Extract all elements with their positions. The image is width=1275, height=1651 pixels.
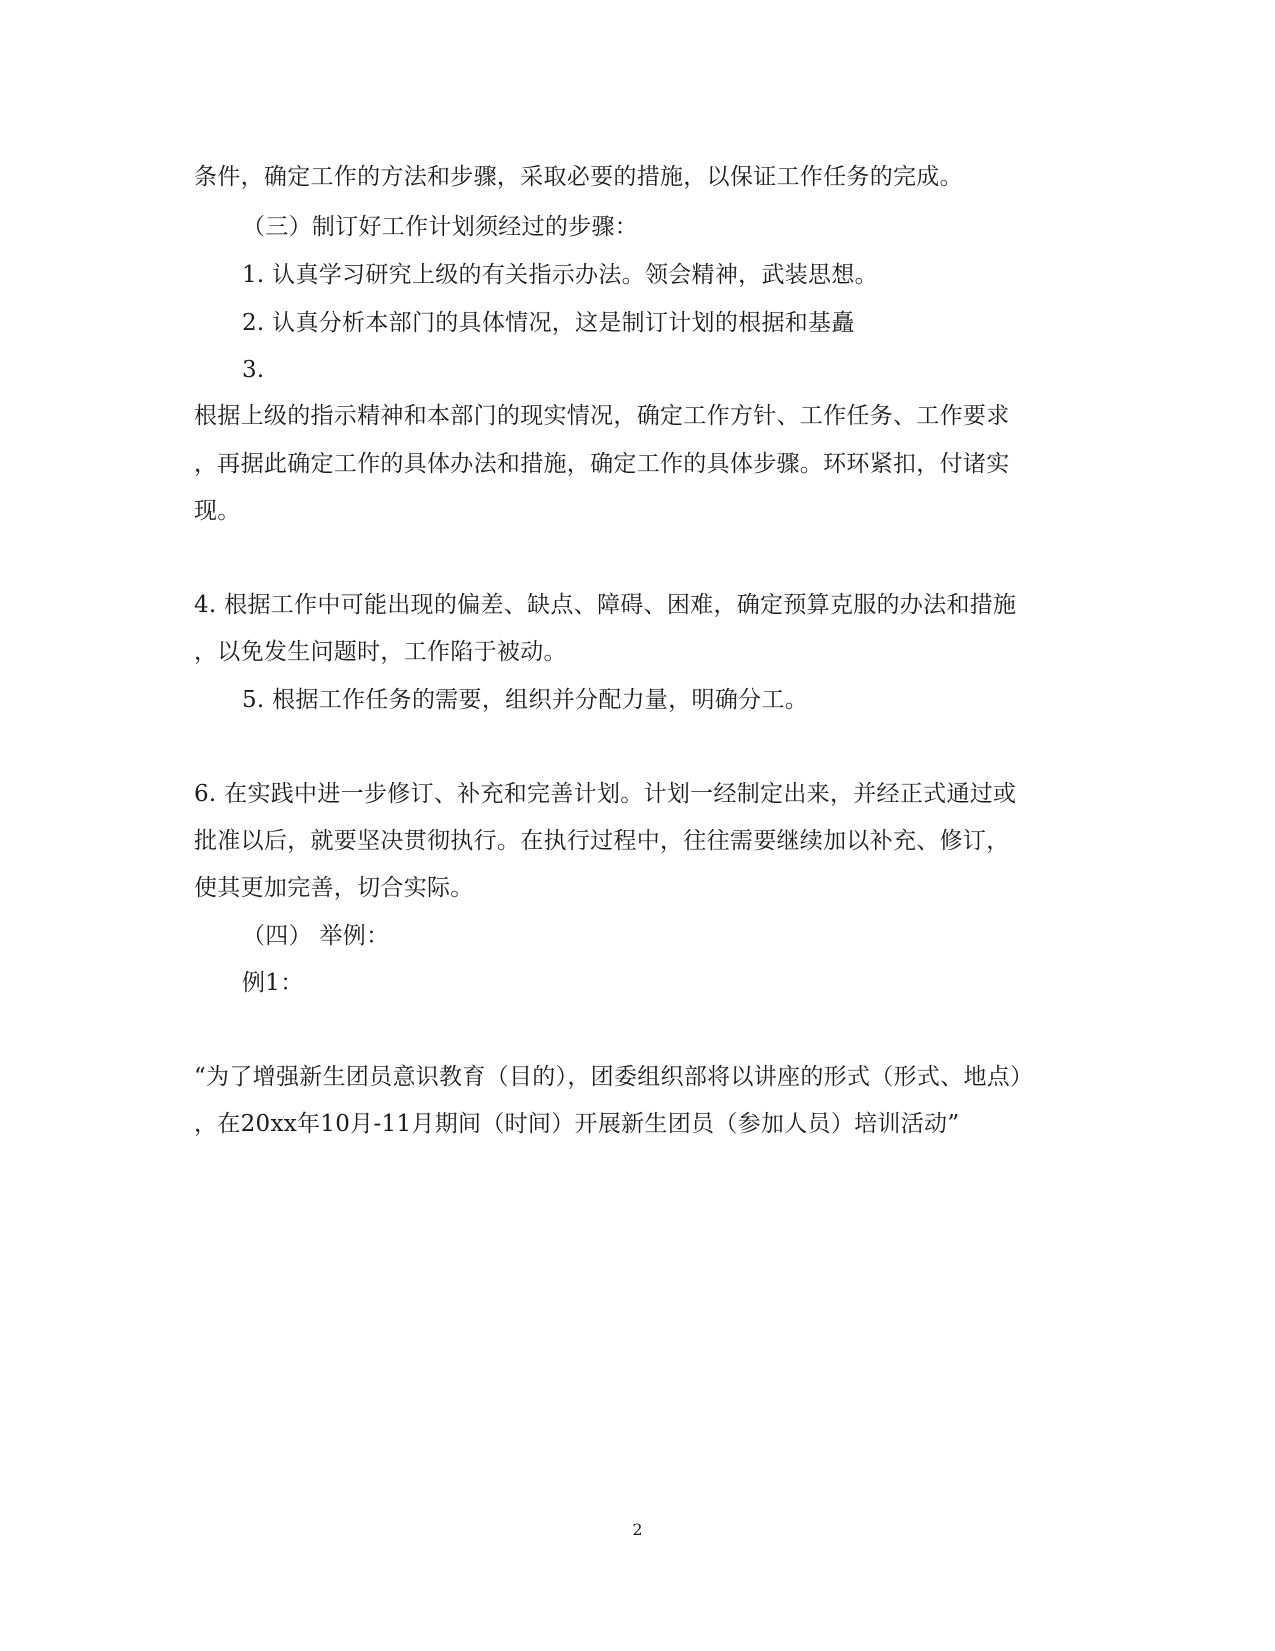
page-number: 2 xyxy=(632,1520,643,1539)
list-item: 2. 认真分析本部门的具体情况，这是制订计划的根据和基矗 xyxy=(242,310,855,336)
list-item: 1. 认真学习研究上级的有关指示办法。领会精神，武装思想。 xyxy=(242,262,878,288)
list-item: 5. 根据工作任务的需要，组织并分配力量，明确分工。 xyxy=(242,687,809,713)
body-text-line: 使其更加完善，切合实际。 xyxy=(194,875,474,901)
body-text-line: 条件，确定工作的方法和步骤，采取必要的措施，以保证工作任务的完成。 xyxy=(194,164,963,190)
body-text-line: 根据上级的指示精神和本部门的现实情况，确定工作方针、工作任务、工作要求 xyxy=(194,403,1010,429)
example-label: 例1： xyxy=(242,970,304,996)
section-heading: （三）制订好工作计划须经过的步骤： xyxy=(242,214,639,240)
example-quote-line: “为了增强新生团员意识教育（目的），团委组织部将以讲座的形式（形式、地点） xyxy=(194,1064,1034,1090)
list-item: 4. 根据工作中可能出现的偏差、缺点、障碍、困难，确定预算克服的办法和措施 xyxy=(194,592,1017,618)
body-text-line: 批准以后，就要坚决贯彻执行。在执行过程中，往往需要继续加以补充、修订， xyxy=(194,828,1010,854)
example-quote-line: ，在20xx年10月-11月期间（时间）开展新生团员（参加人员）培训活动” xyxy=(194,1111,960,1137)
body-text-line: 现。 xyxy=(194,498,241,524)
list-item: 6. 在实践中进一步修订、补充和完善计划。计划一经制定出来，并经正式通过或 xyxy=(194,781,1017,807)
section-heading: （四） 举例： xyxy=(242,923,390,949)
body-text-line: ，以免发生问题时，工作陷于被动。 xyxy=(194,639,567,665)
list-item: 3. xyxy=(242,357,265,383)
body-text-line: ，再据此确定工作的具体办法和措施，确定工作的具体步骤。环环紧扣，付诸实 xyxy=(194,451,1010,477)
